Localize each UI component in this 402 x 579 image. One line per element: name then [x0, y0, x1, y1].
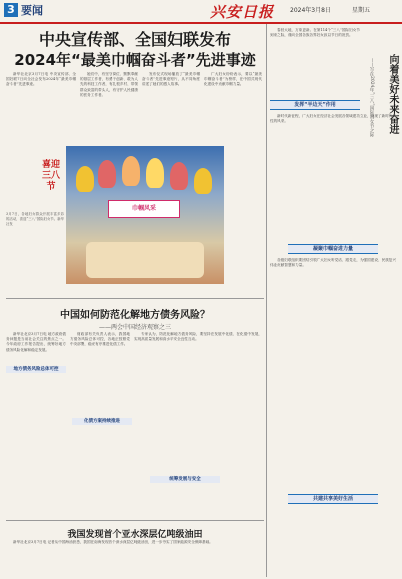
lead-headline[interactable] [6, 30, 264, 70]
second-article-body [6, 332, 66, 362]
right-section-box: 发挥“半边天”作用 [270, 100, 360, 110]
lead-body-col-1 [6, 72, 76, 142]
second-article-body [70, 332, 130, 412]
section-name: 要闻 [21, 4, 43, 17]
photo-figure [170, 162, 188, 190]
second-paragraph: 专家认为，防范化解地方债务风险，要坚持在发展中化债、在化债中发展，实现高质量发展和高水平安全良性互动。 [134, 332, 262, 342]
lead-body-col-2 [80, 72, 138, 142]
second-paragraph: 新华社北京3月7日电 地方政府债务问题是当前社会关注的焦点之一。今年政府工作报告提出，统筹好地方债务风险化解和稳定发展。 [6, 332, 66, 352]
right-column-body [270, 28, 360, 94]
masthead: 兴安日报 [210, 3, 275, 21]
lead-paragraph: 她们中，有坚守岗位、默默奉献的基层工作者，有勇于创新、敢为人先的科技工作者，有扎根乡村、带领群众致富的带头人，有守护人民健康的医务工作者。 [80, 72, 138, 97]
lead-photo[interactable] [66, 146, 224, 284]
section-number: 3 [4, 3, 18, 17]
lead-paragraph: 广大妇女纷纷表示，要以“最美巾帼奋斗者”为榜样，在中国式现代化建设中贡献巾帼力量。 [204, 72, 262, 87]
second-section-box: 统筹发展与安全 [150, 476, 220, 483]
photo-figure [98, 160, 116, 188]
photo-figure [76, 166, 94, 192]
second-section-box: 地方债务风险总体可控 [6, 366, 66, 373]
right-section-box: 共建共享美好生活 [288, 494, 378, 504]
photo-figure [122, 156, 140, 186]
second-article-body [134, 332, 262, 472]
right-section-box: 凝聚巾帼奋进力量 [288, 244, 378, 254]
lead-body-col-3 [142, 72, 200, 142]
second-paragraph: 财政部有关负责人表示，我国地方债务风险总体可控，各地正按照党中央部署，稳妥有序推进化债工作。 [70, 332, 130, 347]
column-divider [266, 24, 267, 577]
right-column-body [270, 114, 396, 234]
photo-figure [194, 168, 212, 194]
issue-date: 2024年3月8日 [290, 7, 331, 14]
right-column-title[interactable]: 向着美好未来奋进 [387, 54, 398, 134]
right-column-subtitle: ——写在2024年“三八”国际妇女节之际 [369, 58, 374, 138]
second-article-title[interactable]: 中国如何防范化解地方债务风险？ [60, 310, 210, 321]
headline-line-1: 中央宣传部、全国妇联发布 [38, 30, 231, 49]
third-article-body [6, 540, 264, 576]
photo-banner: 巾帼风采 [108, 200, 180, 218]
section-divider [6, 298, 264, 299]
section-divider [6, 520, 264, 521]
photo-cake [86, 242, 204, 278]
right-paragraph: 各级妇联组织要团结引领广大妇女听党话、跟党走，为强国建设、民族复兴伟业贡献智慧和力量。 [270, 258, 396, 268]
third-article-title[interactable]: 我国发现首个亚水深层亿吨级油田 [67, 530, 203, 540]
right-column-body [270, 258, 396, 488]
headline-line-2: 2024年“最美巾帼奋斗者”先进事迹 [14, 51, 256, 69]
photo-figure [146, 158, 164, 188]
right-column [268, 24, 398, 577]
side-tag: 喜迎三八节 [41, 160, 60, 192]
lead-paragraph: 发布仪式现场播放了“最美巾帼奋斗者”先进事迹短片，从不同角度讲述了她们的感人故事。 [142, 72, 200, 87]
issue-weekday: 星期五 [352, 7, 371, 14]
second-section-box: 化债方案持续推进 [72, 418, 132, 425]
third-paragraph: 新华社北京3月7日电 记者从中国海油获悉，我国在南海发现首个深水深层亿吨级油田，进一步夯实了国家能源安全保障基础。 [13, 540, 213, 544]
right-paragraph: 春回大地，万象更新。在第114个“三八”国际妇女节到来之际，谨向全国各族各界妇女致以节日的祝贺。 [270, 28, 360, 38]
photo-caption: 3月7日，各地妇女群众开展丰富多彩的活动，喜迎“三八”国际妇女节。新华社发 [6, 212, 64, 227]
lead-paragraph: 新华社北京3月7日电 中央宣传部、全国妇联7日向全社会发布2024年“最美巾帼奋斗者”先进事迹。 [6, 72, 76, 87]
right-paragraph: 新时代新征程，广大妇女在经济社会发展各领域建功立业，展现了新时代女性的风采。 [270, 114, 396, 124]
second-article-subtitle: ——两会中国经济观察之三 [98, 324, 171, 331]
lead-body-col-4 [204, 72, 262, 142]
page-header [0, 0, 402, 24]
